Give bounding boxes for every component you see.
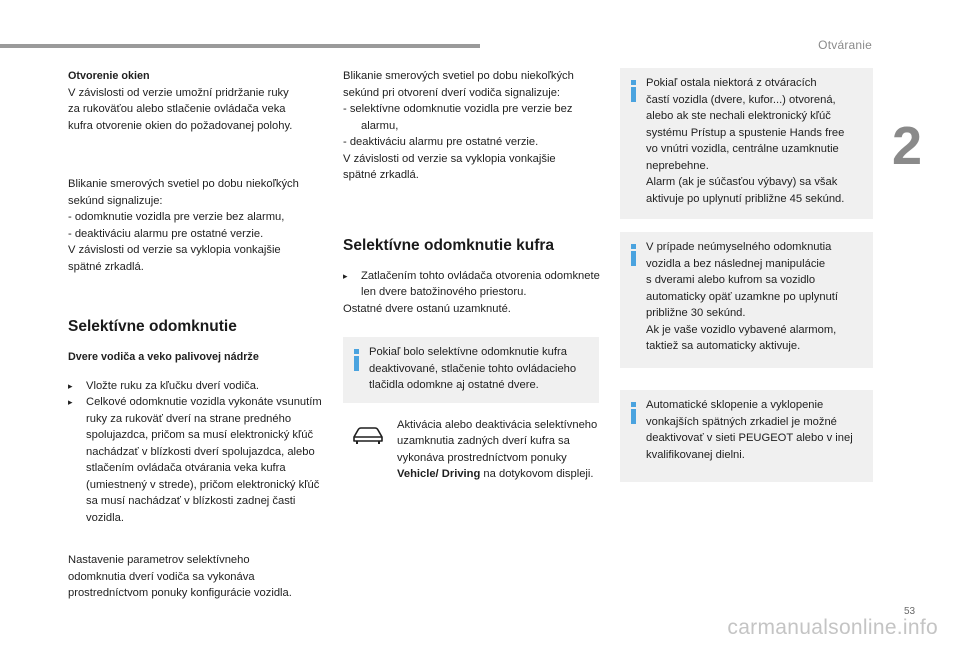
note-line: Alarm (ak je súčasťou výbavy) sa však — [646, 176, 838, 188]
text-line: V závislosti od verzie sa vyklopia vonkajšie — [343, 152, 556, 165]
text-line: prostredníctvom ponuky konfigurácie vozidla. — [68, 587, 292, 599]
column-right — [620, 68, 873, 482]
note-line: častí vozidla (dvere, kufor...) otvorená, — [646, 93, 836, 106]
blink-driver-section — [343, 68, 601, 184]
column-middle — [343, 68, 601, 483]
header-rule — [0, 44, 480, 48]
note-line: alebo ak ste nechali elektronický kľúč — [646, 110, 831, 122]
text-line: Nastavenie parametrov selektívneho — [68, 554, 250, 566]
info-note-relock — [620, 232, 873, 368]
bullet-item: ▸ Vložte ruku za kľučku dverí vodiča. — [68, 378, 333, 395]
text-line: odomknutia dverí vodiča sa vykonáva — [68, 570, 255, 583]
note-line: taktiež sa automaticky aktivuje. — [646, 340, 801, 352]
text-line: V závislosti od verzie sa vyklopia vonkajšie — [68, 244, 281, 256]
note-line: s dverami alebo kufrom sa vozidlo — [646, 274, 816, 286]
driver-door-subhead: Dvere vodiča a veko palivovej nádrže — [68, 351, 259, 363]
info-icon — [628, 80, 640, 102]
windows-section — [68, 68, 333, 134]
dash-item: - odomknutie vozidla pre verzie bez alarmu, — [68, 211, 285, 223]
note-line: neprebehne. — [646, 159, 709, 172]
page-number: 53 — [904, 606, 916, 617]
car-icon — [351, 425, 385, 445]
text-line: spätné zrkadlá. — [343, 169, 419, 181]
info-icon — [628, 244, 640, 266]
note-line: vonkajších spätných zrkadiel je možné — [646, 415, 837, 428]
note-line: približne 30 sekúnd. — [646, 307, 746, 319]
arrow-bullet-icon: ▸ — [68, 397, 73, 407]
note-line: Ak je vaše vozidlo vybavené alarmom, — [646, 323, 837, 336]
settings-paragraph — [68, 552, 333, 602]
trunk-section — [343, 268, 601, 318]
text-line: sekúnd signalizuje: — [68, 194, 163, 207]
text-line: kufra otvorenie okien do požadovanej polohy. — [68, 119, 293, 132]
note-line: vozidla a bez následnej manipulácie — [646, 257, 826, 270]
text-line: Blikanie smerových svetiel po dobu niekoľkých — [68, 178, 299, 190]
section-label: Otváranie — [818, 38, 872, 52]
info-icon — [351, 349, 363, 371]
bullet-item: ▸ Zatlačením tohto ovládača otvorenia odomknete len dvere batožinového priestoru. — [343, 269, 600, 298]
info-note-mirrors — [620, 390, 873, 482]
note-line: systému Prístup a spustenie Hands free — [646, 126, 845, 139]
arrow-bullet-icon: ▸ — [343, 270, 348, 281]
note-text: Pokiaľ bolo selektívne odomknutie kufra deaktivované, stlačenie tohto ovládacieho tlačidla odomkne aj ostatné dvere. — [369, 346, 577, 391]
windows-title: Otvorenie okien — [68, 70, 150, 82]
arrow-bullet-icon: ▸ — [68, 380, 73, 391]
note-line: vo vnútri vozidla, centrálne uzamknutie — [646, 143, 839, 155]
car-menu-note — [343, 417, 601, 483]
chapter-number: 2 — [892, 116, 923, 176]
text-line: Blikanie smerových svetiel po dobu niekoľkých — [343, 70, 574, 82]
selective-unlock-heading: Selektívne odomknutie — [68, 318, 237, 335]
selective-bullets — [68, 378, 333, 527]
note-line: kvalifikovanej dielni. — [646, 448, 745, 461]
watermark: carmanualsonline.info — [727, 616, 938, 639]
bullet-item: ▸ Celkové odomknutie vozidla vykonáte vsunutím ruky za rukoväť dverí na strane predného spolujazdca, pričom sa musí elektronický kľúč nachádzať v blízkosti dverí spolujazdca, alebo stlačením ovládača otvárania veka kufra (umiestnený v strede), pričom elektronický kľúč sa musí nachádzať v blízkosti zadnej časti vozidla. — [68, 396, 322, 524]
text-line: Ostatné dvere ostanú uzamknuté. — [343, 302, 511, 315]
note-line: aktivuje po uplynutí približne 45 sekúnd. — [646, 192, 845, 205]
text-line: sekúnd pri otvorení dverí vodiča signalizuje: — [343, 86, 561, 99]
info-note-trunk — [343, 337, 599, 403]
dash-item: - selektívne odomknutie vozidla pre verzie bez alarmu, — [343, 103, 573, 132]
menu-path: Vehicle/ Driving — [397, 468, 481, 480]
note-line: automaticky opäť uzamkne po uplynutí — [646, 290, 839, 303]
text-line: V závislosti od verzie umožní pridržanie ruky — [68, 86, 289, 99]
column-left — [68, 68, 333, 602]
note-line: Pokiaľ ostala niektorá z otváracích — [646, 77, 817, 89]
note-line: deaktivovať v sieti PEUGEOT alebo v inej — [646, 432, 853, 444]
trunk-unlock-heading: Selektívne odomknutie kufra — [343, 236, 555, 254]
car-note-text: Aktivácia alebo deaktivácia selektívneho uzamknutia zadných dverí kufra sa vykonáva prostredníctvom ponuky Vehicle/ Driving na dotykovom displeji. — [397, 418, 598, 480]
info-icon — [628, 402, 640, 424]
note-line: Automatické sklopenie a vyklopenie — [646, 399, 824, 411]
dash-item: - deaktiváciu alarmu pre ostatné verzie. — [68, 227, 264, 240]
info-note-central-lock — [620, 68, 873, 219]
text-line: za rukoväťou alebo stlačenie ovládača veka — [68, 103, 286, 115]
note-line: V prípade neúmyselného odomknutia — [646, 241, 832, 253]
text-line: spätné zrkadlá. — [68, 260, 144, 273]
dash-item: - deaktiváciu alarmu pre ostatné verzie. — [343, 136, 539, 148]
blink-section — [68, 176, 333, 275]
